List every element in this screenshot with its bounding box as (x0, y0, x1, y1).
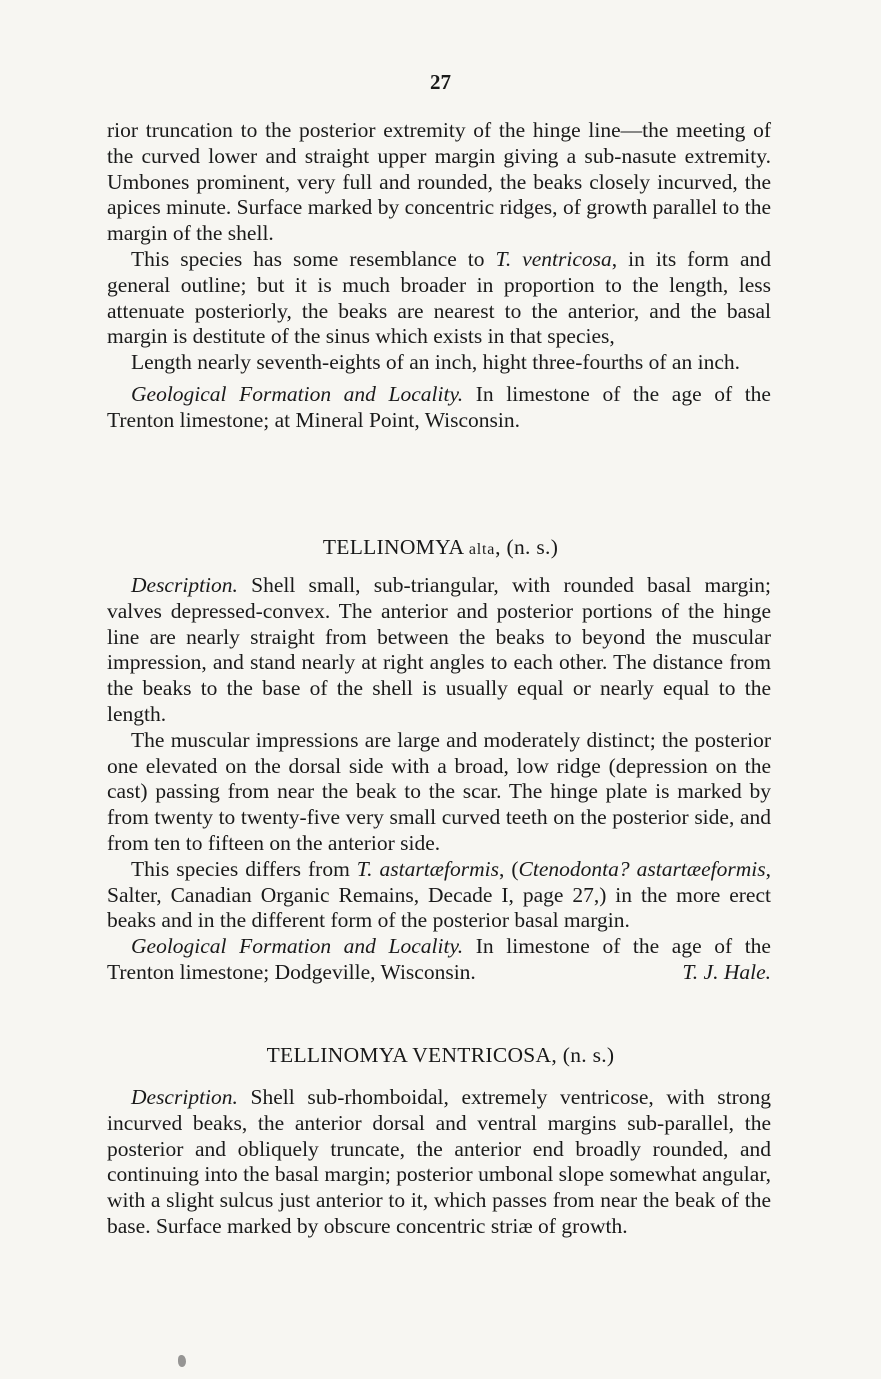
paragraph (107, 1085, 771, 1240)
paragraph-label: Description. (131, 1085, 238, 1109)
paragraph (107, 857, 771, 934)
paragraph (107, 247, 771, 350)
paragraph: The muscular impressions are large and moderately distinct; the posterior one elevated on the dorsal side with a broad, low ridge (depression on the cast) passing from near the beak to the scar. The hinge plate is marked by from twenty to twenty-five very small curved teeth on the posterior side, and from ten to fifteen on the anterior side. (107, 727, 771, 855)
text: This species differs from (131, 856, 357, 881)
ink-smudge (178, 1355, 186, 1367)
text: In limestone of the age of the Trenton limestone; at Mineral Point, Wisconsin. (107, 381, 771, 432)
species-name: T. astartæformis (356, 856, 499, 881)
paragraph-label: Geological Formation and Locality. (131, 381, 464, 406)
section-alta (107, 573, 771, 986)
paragraph: Length nearly seventh-eights of an inch, hight three-fourths of an inch. (131, 350, 740, 375)
paragraph (107, 573, 771, 728)
text: Shell sub-rhomboidal, extremely ventricose, with strong incurved beaks, the anterior dorsal and ventral margins sub-parallel, the posterior and obliquely truncate, the anterior end broadly rounded, and continuing into the basal margin; posterior umbonal slope somewhat angular, with a slight sulcus just anterior to it, which passes from near the beak of the base. Surface marked by obscure concentric striæ of growth. (107, 1085, 771, 1238)
top-section (107, 118, 771, 434)
heading-genus: TELLINOMYA (322, 535, 469, 559)
paragraph-label: Geological Formation and Locality. (131, 934, 464, 959)
text: Shell small, sub-triangular, with rounded basal margin; valves depressed-convex. The anterior and posterior portions of the hinge line are nearly straight from between the beaks to beyond the muscular impression, and stand nearly at right angles to each other. The distance from the beaks to the base of the shell is usually equal or nearly equal to the length. (107, 573, 771, 726)
species-name: T. ventricosa (495, 246, 612, 271)
section-heading-ventricosa: TELLINOMYA VENTRICOSA, (n. s.) (266, 1043, 615, 1067)
text: , in its form and general outline; but it is much broader in proportion to the length, less attenuate posteriorly, the beaks are nearest to the anterior, and the basal margin is destitute of the sinus which exists in that species, (107, 246, 772, 349)
text: This species has some resemblance to (131, 246, 496, 271)
text: In limestone of the age of the Trenton limestone; Dodgeville, Wisconsin. (107, 934, 771, 984)
paragraph (107, 382, 771, 434)
paragraph: rior truncation to the posterior extremity of the hinge line—the meeting of the curved lower and straight upper margin giving a sub-nasute extremity. Umbones prominent, very full and rounded, the beaks closely incurved, the apices minute. Surface marked by concentric ridges, of growth parallel to the margin of the shell. (107, 118, 771, 246)
heading-species: alta (468, 541, 496, 558)
species-name: Ctenodonta? astartæeformis (518, 856, 766, 881)
section-ventricosa (107, 1085, 771, 1240)
text: , Salter, Canadian Organic Remains, Decade I, page 27,) in the more erect beaks and in the different form of the posterior basal margin. (107, 856, 771, 933)
text: , ( (499, 856, 519, 881)
section-heading-alta (0, 535, 881, 560)
paragraph (107, 934, 771, 986)
heading-suffix: , (n. s.) (495, 535, 559, 559)
page-number: 27 (430, 70, 451, 94)
author-byline: T. J. Hale. (682, 959, 771, 984)
paragraph-label: Description. (131, 573, 238, 597)
